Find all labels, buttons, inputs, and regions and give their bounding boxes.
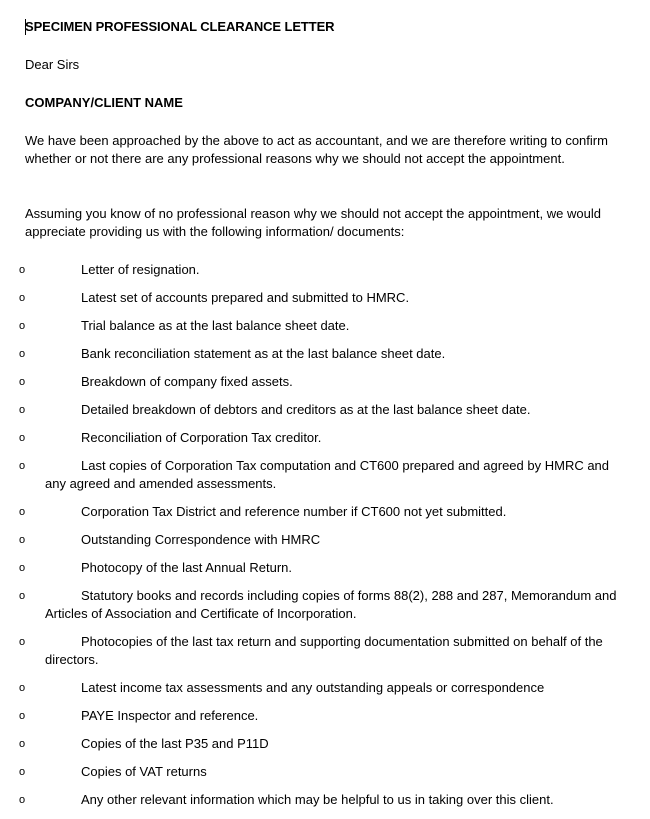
list-item-text: Statutory books and records including copies of forms 88(2), 288 and 287, Memorandum and Articles of Association and Certificate of Incorporation.: [45, 588, 617, 621]
list-item: [0, 791, 650, 809]
list-item: [0, 531, 650, 549]
request-paragraph: Assuming you know of no professional reason why we should not accept the appointment, we would appreciate providing us with the following information/ documents:: [25, 206, 601, 239]
list-item-text: Trial balance as at the last balance sheet date.: [81, 318, 350, 333]
list-item: [0, 289, 650, 307]
list-item: [0, 457, 650, 493]
bullet-icon: o: [19, 710, 26, 722]
documents-list: [0, 261, 650, 819]
bullet-icon: o: [19, 562, 26, 574]
list-item-text: Photocopy of the last Annual Return.: [81, 560, 293, 575]
list-item-text: Photocopies of the last tax return and supporting documentation submitted on behalf of the directors.: [45, 634, 603, 667]
intro-paragraph: We have been approached by the above to act as accountant, and we are therefore writing to confirm whether or not there are any professional reasons why we should not accept the appointment.: [25, 133, 608, 166]
letter-title: SPECIMEN PROFESSIONAL CLEARANCE LETTER: [25, 19, 335, 34]
list-item: [0, 763, 650, 781]
list-item-text: Copies of the last P35 and P11D: [81, 736, 269, 751]
client-heading: COMPANY/CLIENT NAME: [25, 95, 183, 110]
bullet-icon: o: [19, 534, 26, 546]
bullet-icon: o: [19, 348, 26, 360]
list-item-text: PAYE Inspector and reference.: [81, 708, 259, 723]
bullet-icon: o: [19, 264, 26, 276]
list-item: [0, 345, 650, 363]
bullet-icon: o: [19, 590, 26, 602]
list-item: [0, 373, 650, 391]
bullet-icon: o: [19, 376, 26, 388]
bullet-icon: o: [19, 766, 26, 778]
list-item-text: Breakdown of company fixed assets.: [81, 374, 293, 389]
list-item: [0, 261, 650, 279]
list-item-text: Latest income tax assessments and any outstanding appeals or correspondence: [81, 680, 545, 695]
list-item: [0, 587, 650, 623]
list-item: [0, 707, 650, 725]
list-item: [0, 559, 650, 577]
list-item-text: Reconciliation of Corporation Tax creditor.: [81, 430, 322, 445]
list-item-text: Any other relevant information which may be helpful to us in taking over this client.: [81, 792, 554, 807]
list-item-text: Outstanding Correspondence with HMRC: [81, 532, 321, 547]
bullet-icon: o: [19, 506, 26, 518]
bullet-icon: o: [19, 292, 26, 304]
list-item-text: Latest set of accounts prepared and submitted to HMRC.: [81, 290, 410, 305]
list-item-text: Corporation Tax District and reference number if CT600 not yet submitted.: [81, 504, 507, 519]
list-item: [0, 679, 650, 697]
list-item-text: Last copies of Corporation Tax computation and CT600 prepared and agreed by HMRC and any agreed and amended assessments.: [45, 458, 610, 491]
bullet-icon: o: [19, 404, 26, 416]
bullet-icon: o: [19, 432, 26, 444]
list-item-text: Letter of resignation.: [81, 262, 200, 277]
list-item: [0, 735, 650, 753]
list-item: [0, 317, 650, 335]
bullet-icon: o: [19, 738, 26, 750]
bullet-icon: o: [19, 320, 26, 332]
list-item: [0, 633, 650, 669]
list-item-text: Copies of VAT returns: [81, 764, 207, 779]
bullet-icon: o: [19, 682, 26, 694]
list-item-text: Bank reconciliation statement as at the last balance sheet date.: [81, 346, 446, 361]
list-item: [0, 429, 650, 447]
list-item-text: Detailed breakdown of debtors and creditors as at the last balance sheet date.: [81, 402, 531, 417]
bullet-icon: o: [19, 636, 26, 648]
list-item: [0, 503, 650, 521]
bullet-icon: o: [19, 460, 26, 472]
list-item: [0, 401, 650, 419]
salutation: Dear Sirs: [25, 57, 80, 72]
bullet-icon: o: [19, 794, 26, 806]
